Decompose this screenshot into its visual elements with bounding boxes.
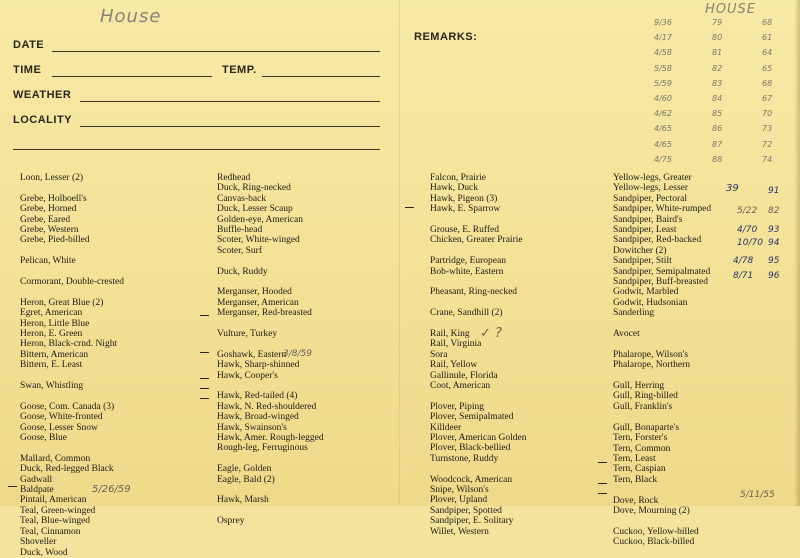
note-pectoral-count: 39 [726, 183, 739, 194]
species-entry: Golden-eye, American [217, 214, 303, 225]
group-spacer [613, 412, 711, 422]
group-spacer [430, 319, 526, 329]
species-entry: Dove, Rock [613, 495, 659, 506]
species-entry: Crane, Sandhill (2) [430, 308, 503, 319]
group-spacer [430, 215, 526, 225]
card-edge [794, 0, 800, 506]
species-entry: Buffle-head [217, 225, 263, 236]
group-spacer [217, 381, 324, 391]
date-label: DATE [13, 39, 45, 51]
species-entry: Grebe, Eared [20, 214, 71, 225]
species-column-1 [20, 173, 124, 558]
note-dowitcher: 10/70 [737, 238, 763, 248]
remark-date: 4/65 [654, 124, 672, 134]
species-entry: Hawk, Broad-winged [217, 412, 299, 423]
group-spacer [430, 277, 526, 287]
species-entry: Tern, Least [613, 453, 656, 464]
species-entry: Plover, Black-bellied [430, 443, 511, 454]
note-semipalmated-extra: 95 [768, 256, 780, 266]
species-entry: Rail, King [430, 329, 470, 340]
species-entry: Duck, Wood [20, 547, 68, 558]
temp-label: TEMP. [222, 64, 257, 76]
species-entry: Turnstone, Ruddy [430, 453, 499, 464]
species-entry: Duck, Ruddy [217, 266, 268, 277]
group-spacer [217, 454, 324, 464]
tick-mark-red-shouldered [200, 388, 209, 389]
locality-label: LOCALITY [13, 114, 72, 126]
species-entry: Scoter, Surf [217, 245, 262, 256]
species-entry: Phalarope, Northern [613, 360, 691, 371]
locality-line [80, 126, 380, 127]
group-spacer [613, 339, 711, 349]
group-spacer [613, 319, 711, 329]
species-entry: Merganser, Red-breasted [217, 308, 312, 319]
remark-a: 85 [712, 109, 723, 119]
species-entry: Goshawk, Eastern [217, 349, 287, 360]
species-entry: Egret, American [20, 308, 83, 319]
species-entry: Goose, Lesser Snow [20, 422, 98, 433]
group-spacer [430, 464, 526, 474]
species-entry: Plover, Upland [430, 495, 488, 506]
species-entry: Loon, Lesser (2) [20, 173, 84, 183]
species-entry: Sandpiper, Least [613, 225, 677, 236]
species-entry: Cuckoo, Yellow-billed [613, 526, 699, 537]
remark-a: 83 [712, 78, 723, 88]
remark-b: 68 [762, 78, 773, 88]
tick-mark-red-tailed [200, 378, 209, 379]
blank-line [13, 149, 380, 150]
species-entry: Chicken, Greater Prairie [430, 235, 523, 246]
species-entry: Mallard, Common [20, 453, 91, 464]
species-entry: Gallinule, Florida [430, 370, 498, 381]
species-entry: Plover, American Golden [430, 433, 527, 444]
species-entry: Yellow-legs, Greater [613, 173, 692, 183]
note-dowitcher-extra: 94 [768, 238, 780, 248]
species-entry: Hawk, Sharp-shinned [217, 360, 300, 371]
remark-date: 4/62 [654, 109, 672, 119]
note-white-rumped: 5/22 [737, 206, 758, 216]
species-entry: Heron, Little Blue [20, 318, 90, 329]
remark-date: 4/75 [654, 154, 672, 164]
note-pectoral-extra: 91 [768, 186, 780, 196]
group-spacer [430, 246, 526, 256]
species-entry: Pelican, White [20, 256, 76, 267]
group-spacer [430, 391, 526, 401]
group-spacer [613, 516, 711, 526]
species-entry: Hawk, Amer. Rough-legged [217, 433, 324, 444]
species-entry: Hawk, Cooper's [217, 370, 278, 381]
species-entry: Grouse, E. Ruffed [430, 225, 499, 236]
remark-date: 9/36 [654, 18, 672, 27]
species-entry: Gull, Herring [613, 381, 665, 392]
species-entry: Sandpiper, Buff-breasted [613, 277, 708, 288]
remark-b: 74 [762, 154, 773, 164]
species-entry: Grebe, Holboell's [20, 193, 87, 204]
note-least-extra: 93 [768, 225, 780, 235]
species-entry: Merganser, Hooded [217, 287, 292, 298]
species-entry: Rail, Yellow [430, 360, 478, 371]
species-entry: Sanderling [613, 308, 655, 319]
species-entry: Hawk, Pigeon (3) [430, 193, 498, 204]
species-entry: Tern, Common [613, 443, 671, 454]
remark-date: 4/58 [654, 48, 672, 58]
species-entry: Godwit, Hudsonian [613, 297, 688, 308]
tick-mark-coopers-hawk [200, 352, 209, 353]
species-entry: Tern, Forster's [613, 433, 668, 444]
species-entry: Duck, Red-legged Black [20, 464, 114, 475]
remark-b: 68 [762, 18, 773, 27]
species-entry: Pheasant, Ring-necked [430, 287, 518, 298]
note-black-billed-date: 5/11/55 [740, 490, 775, 500]
tick-mark-black-billed-cuckoo [598, 493, 607, 494]
tick-mark-mourning-dove [598, 462, 607, 463]
group-spacer [430, 298, 526, 308]
species-entry: Goose, Blue [20, 433, 67, 444]
species-column-4 [613, 173, 711, 548]
species-entry: Heron, E. Green [20, 329, 83, 340]
species-entry: Hawk, N. Red-shouldered [217, 401, 317, 412]
group-spacer [20, 391, 124, 401]
group-spacer [217, 485, 324, 495]
remark-b: 67 [762, 94, 773, 103]
species-entry: Sandpiper, Red-backed [613, 235, 702, 246]
group-spacer [20, 443, 124, 453]
species-entry: Gull, Franklin's [613, 401, 673, 412]
group-spacer [20, 371, 124, 381]
note-marbled: 8/71 [733, 271, 754, 281]
species-entry: Eagle, Bald (2) [217, 474, 275, 485]
group-spacer [217, 506, 324, 516]
species-entry: Sandpiper, Baird's [613, 214, 683, 225]
species-entry: Falcon, Prairie [430, 173, 486, 183]
tick-mark-yellow-billed-cuckoo [598, 483, 607, 484]
species-entry: Tern, Caspian [613, 464, 666, 475]
species-entry: Snipe, Wilson's [430, 485, 489, 496]
remark-date: 4/17 [654, 33, 672, 43]
remark-date: 5/58 [654, 63, 672, 73]
species-entry: Woodcock, American [430, 474, 513, 485]
temp-line [262, 76, 380, 77]
species-entry: Hawk, Red-tailed (4) [217, 391, 298, 402]
species-entry: Hawk, Swainson's [217, 422, 287, 433]
group-spacer [20, 287, 124, 297]
remark-b: 61 [762, 33, 773, 43]
note-virginia-check: ✓ ? [480, 326, 502, 341]
species-entry: Dowitcher (2) [613, 245, 667, 256]
species-entry: Dove, Mourning (2) [613, 505, 690, 516]
species-entry: Plover, Piping [430, 401, 484, 412]
species-entry: Gull, Bonaparte's [613, 422, 680, 433]
remark-b: 72 [762, 139, 773, 149]
species-entry: Heron, Great Blue (2) [20, 297, 104, 308]
species-entry: Merganser, American [217, 297, 299, 308]
handwritten-house-right: HOUSE [705, 2, 756, 17]
group-spacer [217, 277, 324, 287]
species-entry: Duck, Lesser Scaup [217, 204, 293, 215]
species-entry: Sandpiper, White-rumped [613, 204, 712, 215]
note-wood-duck-date: 5/26/59 [92, 484, 131, 495]
remark-b: 64 [762, 48, 773, 58]
species-entry: Scoter, White-winged [217, 235, 300, 246]
time-label: TIME [13, 64, 42, 76]
species-entry: Vulture, Turkey [217, 329, 278, 340]
species-entry: Sandpiper, Semipalmated [613, 266, 711, 277]
species-entry: Grebe, Horned [20, 204, 77, 215]
species-entry: Hawk, Marsh [217, 495, 269, 506]
remark-b: 65 [762, 63, 773, 73]
card-fold [399, 0, 401, 506]
species-entry: Sora [430, 349, 448, 360]
species-entry: Sandpiper, Spotted [430, 505, 502, 516]
group-spacer [20, 267, 124, 277]
species-entry: Sandpiper, Pectoral [613, 193, 688, 204]
note-semipalmated: 4/78 [733, 256, 754, 266]
remark-a: 81 [712, 48, 723, 58]
species-entry: Willet, Western [430, 526, 489, 537]
remark-a: 88 [712, 154, 723, 164]
species-entry: Plover, Semipalmated [430, 412, 514, 423]
weather-line [80, 101, 380, 102]
species-entry: Tern, Black [613, 474, 658, 485]
remark-a: 86 [712, 124, 723, 134]
species-entry: Gadwall [20, 474, 53, 485]
species-entry: Rough-leg, Ferruginous [217, 443, 308, 454]
species-entry: Cuckoo, Black-billed [613, 537, 695, 548]
species-entry: Avocet [613, 329, 640, 340]
remark-a: 87 [712, 139, 723, 149]
group-spacer [613, 371, 711, 381]
species-entry: Bittern, American [20, 349, 89, 360]
species-entry: Osprey [217, 516, 245, 527]
species-entry: Cormorant, Double-crested [20, 277, 124, 288]
tick-mark-wood-duck [8, 486, 17, 487]
remark-b: 70 [762, 109, 773, 119]
time-line [52, 76, 212, 77]
species-entry: Bittern, E. Least [20, 360, 83, 371]
handwritten-house-left: House [100, 6, 162, 27]
species-entry: Eagle, Golden [217, 464, 272, 475]
tick-mark-sparrow-hawk [405, 207, 414, 208]
species-entry: Coot, American [430, 381, 491, 392]
species-entry: Killdeer [430, 422, 462, 433]
group-spacer [20, 246, 124, 256]
tick-mark-broad-winged [200, 398, 209, 399]
note-coopers-date: 3/8/59 [283, 349, 312, 359]
note-least: 4/70 [737, 225, 758, 235]
species-entry: Grebe, Western [20, 225, 79, 236]
group-spacer [217, 256, 324, 266]
species-entry: Canvas-back [217, 193, 267, 204]
remark-date: 4/65 [654, 139, 672, 149]
species-entry: Teal, Green-winged [20, 505, 96, 516]
species-entry: Hawk, E. Sparrow [430, 204, 501, 215]
group-spacer [20, 183, 124, 193]
remarks-label: REMARKS: [414, 31, 478, 43]
species-entry: Shoveller [20, 537, 57, 548]
species-entry: Baldpate [20, 485, 54, 496]
tick-mark-turkey-vulture [200, 315, 209, 316]
species-entry: Redhead [217, 173, 251, 183]
group-spacer [613, 485, 711, 495]
species-entry: Phalarope, Wilson's [613, 349, 689, 360]
species-entry: Bob-white, Eastern [430, 266, 504, 277]
group-spacer [217, 319, 324, 329]
species-entry: Heron, Black-crnd. Night [20, 339, 118, 350]
remark-a: 84 [712, 94, 723, 103]
species-entry: Partridge, European [430, 256, 506, 267]
species-entry: Teal, Blue-winged [20, 516, 91, 527]
species-entry: Rail, Virginia [430, 339, 482, 350]
remark-b: 73 [762, 124, 773, 134]
remark-a: 79 [712, 18, 723, 27]
remark-a: 82 [712, 63, 723, 73]
species-entry: Duck, Ring-necked [217, 183, 291, 194]
species-entry: Pintail, American [20, 495, 87, 506]
species-entry: Gull, Ring-billed [613, 391, 678, 402]
remark-a: 80 [712, 33, 723, 43]
species-column-3 [430, 173, 526, 537]
weather-label: WEATHER [13, 89, 72, 101]
species-entry: Swan, Whistling [20, 381, 84, 392]
remark-date: 5/59 [654, 78, 672, 88]
species-entry: Teal, Cinnamon [20, 526, 81, 537]
species-entry: Hawk, Duck [430, 183, 479, 194]
species-entry: Grebe, Pied-billed [20, 235, 90, 246]
note-marbled-extra: 96 [768, 271, 780, 281]
species-entry: Sandpiper, Stilt [613, 256, 672, 267]
species-entry: Sandpiper, E. Solitary [430, 516, 514, 527]
species-entry: Yellow-legs, Lesser [613, 183, 689, 194]
remark-date: 4/60 [654, 94, 672, 103]
date-line [52, 51, 380, 52]
note-white-rumped-extra: 82 [768, 206, 780, 216]
species-entry: Godwit, Marbled [613, 287, 679, 298]
species-entry: Goose, White-fronted [20, 412, 103, 423]
species-entry: Goose, Com. Canada (3) [20, 401, 115, 412]
